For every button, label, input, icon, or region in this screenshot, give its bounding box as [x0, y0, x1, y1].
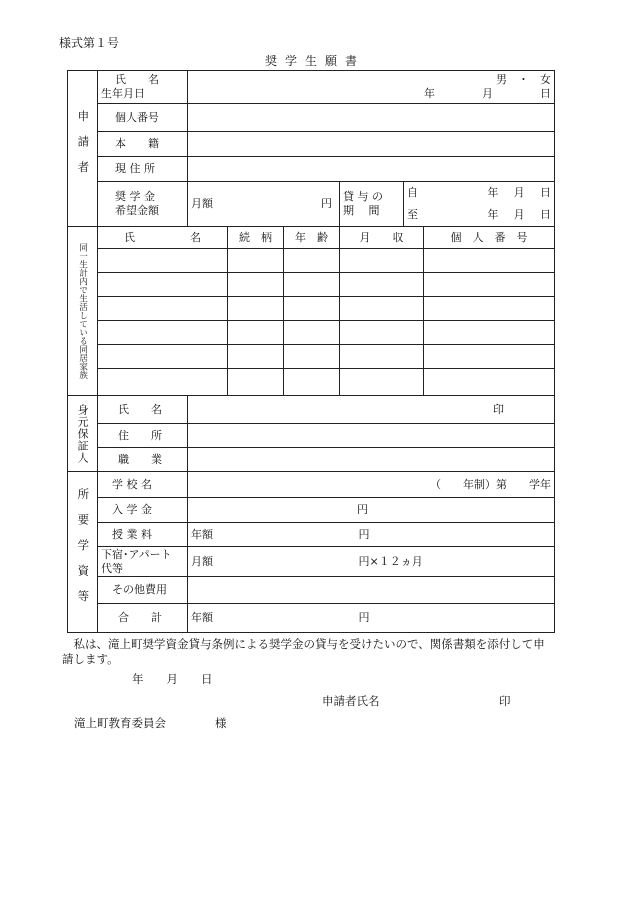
applicant-section-label: 申請者: [68, 71, 98, 227]
guarantor-name-label: 氏 名: [98, 396, 188, 424]
period-from-label: 自: [407, 186, 418, 200]
family-age-cell[interactable]: [284, 273, 340, 297]
family-age-cell[interactable]: [284, 369, 340, 396]
family-income-cell[interactable]: [340, 369, 424, 396]
period-to-month: 月: [513, 208, 525, 222]
guarantor-section-label: 身元保証人: [68, 396, 98, 472]
form-number: 様式第１号: [59, 36, 120, 50]
guarantor-seal: 印: [493, 402, 504, 416]
total-label: 合 計: [98, 604, 188, 633]
family-id-cell[interactable]: [424, 297, 555, 321]
family-header-row: [68, 227, 555, 249]
monthly-yen: 円: [321, 197, 332, 211]
addressee-suffix: 様: [215, 716, 227, 730]
name-label: 氏 名: [115, 73, 159, 86]
period-label: 貸 与 の 期 間: [340, 182, 404, 227]
guarantor-address-label: 住 所: [98, 424, 188, 448]
period-from-year: 年: [487, 186, 499, 200]
domicile-label: 本 籍: [98, 132, 188, 157]
family-name-cell[interactable]: [98, 297, 228, 321]
birth-year: 年: [424, 87, 435, 100]
entrance-field[interactable]: [188, 498, 555, 523]
family-income-cell[interactable]: [340, 321, 424, 345]
addressee: 滝上町教育委員会: [74, 716, 166, 730]
application-date[interactable]: 年 月 日: [132, 672, 213, 686]
birth-month: 月: [482, 87, 493, 100]
school-label: 学 校 名: [98, 472, 188, 498]
period-to-year: 年: [487, 208, 499, 222]
family-age-cell[interactable]: [284, 345, 340, 369]
family-name-cell[interactable]: [98, 369, 228, 396]
tuition-annual-label: 年額: [191, 527, 213, 541]
lodging-field[interactable]: [188, 547, 555, 577]
table-row: [68, 297, 555, 321]
lodging-monthly-label: 月額: [191, 554, 213, 568]
name-birth-labels: [98, 71, 188, 104]
table-row: [68, 345, 555, 369]
family-name-cell[interactable]: [98, 321, 228, 345]
family-section-label: 同一生計内で生活している同居家族: [68, 227, 98, 396]
family-header-relation: 続 柄: [228, 227, 284, 249]
period-from-field[interactable]: [404, 182, 555, 204]
school-year-suffix: （ 年制）第 学年: [430, 477, 551, 491]
funds-section-label: 所要学資等: [68, 472, 98, 633]
family-header-income: 月 収: [340, 227, 424, 249]
tuition-field[interactable]: [188, 523, 555, 547]
table-row: [68, 321, 555, 345]
tuition-label: 授 業 料: [98, 523, 188, 547]
table-row: [68, 369, 555, 396]
family-relation-cell[interactable]: [228, 249, 284, 273]
family-income-cell[interactable]: [340, 297, 424, 321]
amount-label: 奨 学 金 希望金額: [98, 182, 188, 227]
family-header-id: 個 人 番 号: [424, 227, 555, 249]
family-header-name: 氏 名: [98, 227, 228, 249]
table-row: [68, 273, 555, 297]
applicant-sign-label: 申請者氏名: [322, 694, 380, 708]
total-field[interactable]: [188, 604, 555, 633]
family-income-cell[interactable]: [340, 249, 424, 273]
address-label: 現 住 所: [98, 157, 188, 182]
family-age-cell[interactable]: [284, 249, 340, 273]
declaration-text: 私は、滝上町奨学資金貸与条例による奨学金の貸与を受けたいので、関係書類を添付して申請します。: [62, 637, 545, 666]
period-from-day: 日: [539, 186, 551, 200]
entrance-yen: 円: [357, 503, 368, 517]
family-relation-cell[interactable]: [228, 345, 284, 369]
family-id-cell[interactable]: [424, 321, 555, 345]
family-name-cell[interactable]: [98, 249, 228, 273]
address-field[interactable]: [188, 157, 555, 182]
tuition-yen: 円: [358, 527, 370, 541]
other-cost-label: その他費用: [98, 577, 188, 604]
family-name-cell[interactable]: [98, 273, 228, 297]
birth-day: 日: [540, 87, 551, 100]
birth-label: 生年月日: [101, 87, 145, 100]
period-to-day: 日: [539, 208, 551, 222]
lodging-label: 下宿･アパート 代等: [98, 547, 188, 577]
family-relation-cell[interactable]: [228, 369, 284, 396]
gender-select[interactable]: 男 ・ 女: [496, 73, 551, 86]
id-label: 個人番号: [98, 104, 188, 132]
school-field[interactable]: [188, 472, 555, 498]
name-birth-field[interactable]: [188, 71, 555, 104]
family-relation-cell[interactable]: [228, 273, 284, 297]
application-form-table: [67, 70, 555, 633]
monthly-amount-field[interactable]: [188, 182, 340, 227]
other-cost-field[interactable]: [188, 577, 555, 604]
guarantor-name-field[interactable]: [188, 396, 555, 424]
domicile-field[interactable]: [188, 132, 555, 157]
guarantor-address-field[interactable]: [188, 424, 555, 448]
total-annual-label: 年額: [191, 611, 213, 625]
entrance-label: 入 学 金: [98, 498, 188, 523]
family-age-cell[interactable]: [284, 297, 340, 321]
family-income-cell[interactable]: [340, 345, 424, 369]
guarantor-job-label: 職 業: [98, 448, 188, 472]
total-yen: 円: [358, 611, 370, 625]
monthly-label: 月額: [191, 197, 213, 211]
guarantor-job-field[interactable]: [188, 448, 555, 472]
family-header-age: 年 齢: [284, 227, 340, 249]
family-id-cell[interactable]: [424, 345, 555, 369]
family-income-cell[interactable]: [340, 273, 424, 297]
period-to-field[interactable]: [404, 204, 555, 227]
id-field[interactable]: [188, 104, 555, 132]
family-relation-cell[interactable]: [228, 321, 284, 345]
family-id-cell[interactable]: [424, 249, 555, 273]
family-name-cell[interactable]: [98, 345, 228, 369]
family-age-cell[interactable]: [284, 321, 340, 345]
lodging-yen: 円×１２ヵ月: [358, 554, 423, 568]
period-from-month: 月: [513, 186, 525, 200]
family-id-cell[interactable]: [424, 369, 555, 396]
table-row: [68, 249, 555, 273]
form-title: 奨学生願書: [264, 54, 365, 68]
family-relation-cell[interactable]: [228, 297, 284, 321]
period-to-label: 至: [407, 208, 418, 222]
family-id-cell[interactable]: [424, 273, 555, 297]
applicant-seal: 印: [499, 694, 511, 708]
